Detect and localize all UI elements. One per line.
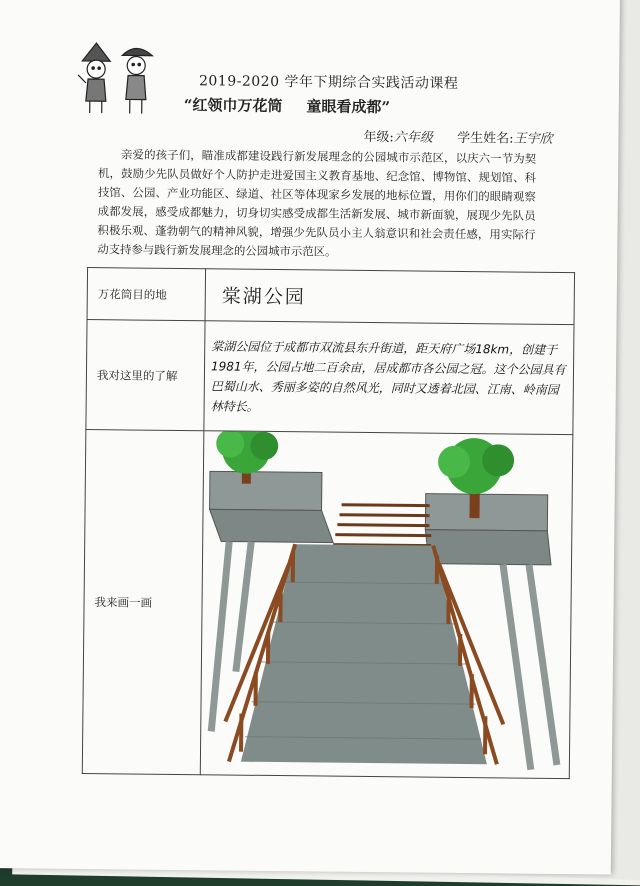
- name-value: 王宇欣: [513, 131, 552, 146]
- theme-left: “红领巾万花筒: [184, 96, 283, 115]
- table-row: [87, 268, 575, 325]
- student-meta: [363, 126, 552, 147]
- theme-right: 童眼看成都”: [306, 97, 390, 116]
- left-platform: [210, 471, 322, 510]
- about-value: 棠湖公园位于成都市双流县东升街道，距天府广场18km，创建于1981年，公园占地二百余亩，居成都市各公园之冠。这个公园具有巴蜀山水、秀丽多姿的自然风光，同时又透着北园、江南、岭南园林特长。: [204, 321, 574, 435]
- right-platform: [425, 494, 547, 531]
- steps: [333, 505, 431, 546]
- drawing-cell: [200, 431, 573, 779]
- scout-cartoon-icon: [74, 39, 165, 120]
- grade-value: 六年级: [394, 130, 433, 145]
- activity-table: [82, 267, 575, 779]
- table-row: [82, 430, 573, 779]
- park-drawing: [201, 431, 573, 775]
- grade-label: 年级:: [363, 130, 394, 145]
- activity-theme: [184, 94, 414, 117]
- drawing-label: 我来画一画: [82, 430, 204, 775]
- course-title: 2019-2020 学年下期综合实践活动课程: [199, 70, 459, 93]
- walkway: [241, 544, 489, 765]
- about-label: 我对这里的了解: [86, 320, 205, 431]
- table-row: [86, 320, 574, 435]
- left-platform-side: [209, 509, 333, 542]
- right-platform-side: [425, 530, 551, 565]
- name-label: 学生姓名:: [457, 131, 514, 147]
- destination-value: 棠湖公园: [205, 269, 575, 325]
- intro-paragraph: 亲爱的孩子们，瞄准成都建设践行新发展理念的公园城市示范区，以庆六一节为契机，鼓励少先队员做好个人防护走进爱国主义教育基地、纪念馆、博物馆、规划馆、科技馆、公园、产业功能区、绿道、社区等体现家乡发展的地标位置，用你们的眼睛观察成都发展，感受成都魅力，切身切实感受成都生活新发展、城市新面貌，展现少先队员积极乐观、蓬勃朝气的精神风貌，增强少先队员小主人翁意识和社会责任感，用实际行动支持参与践行新发展理念的公园城市示范区。: [97, 145, 536, 264]
- destination-label: 万花筒目的地: [87, 268, 206, 321]
